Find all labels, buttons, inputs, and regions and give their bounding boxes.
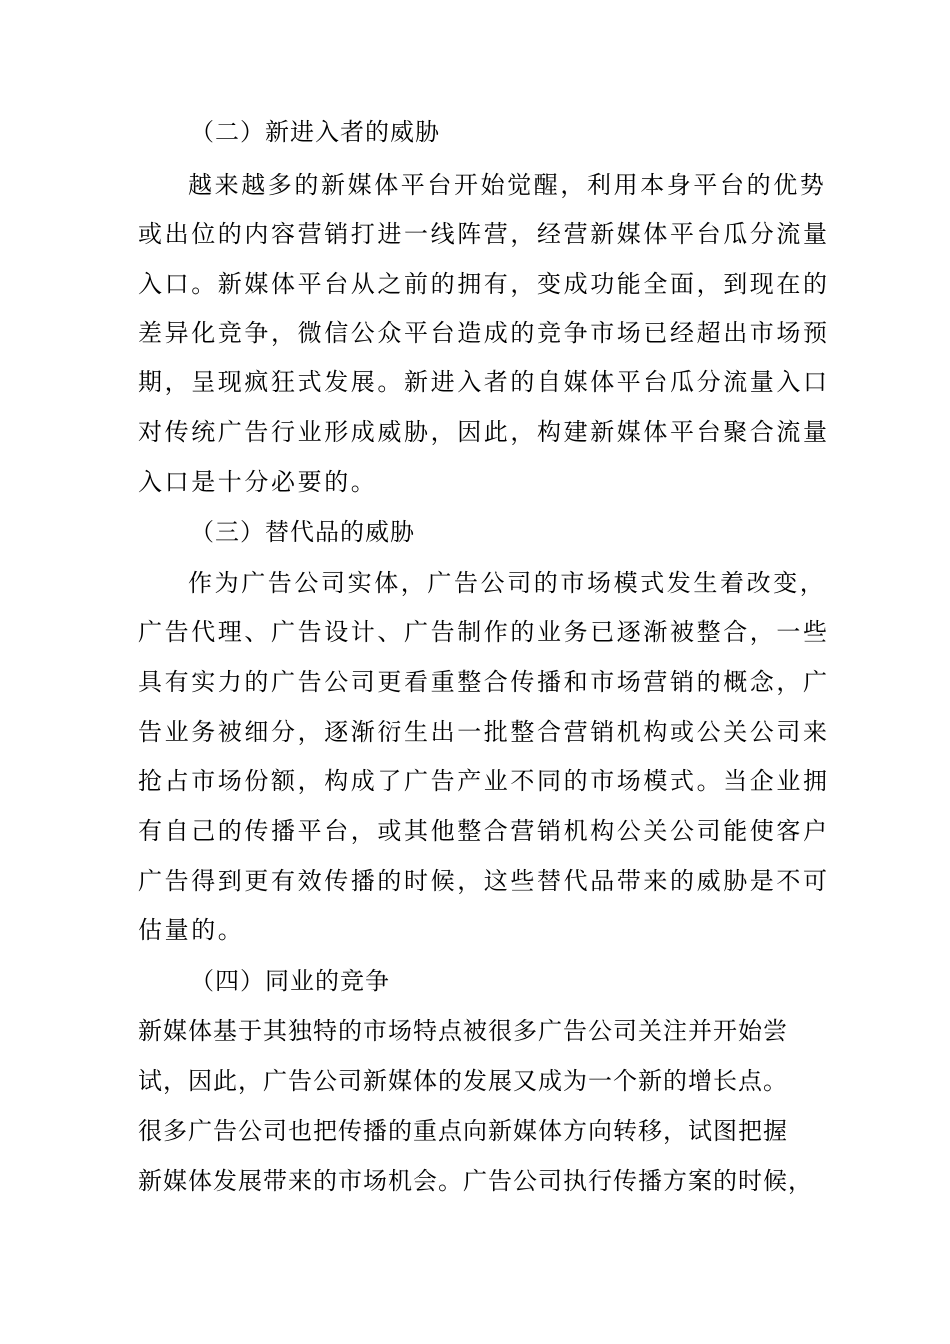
paragraph-line: 广告代理、广告设计、广告制作的业务已逐渐被整合，一些 [138,618,830,646]
paragraph-line: 入口是十分必要的。 [138,468,378,496]
paragraph-line: 越来越多的新媒体平台开始觉醒，利用本身平台的优势 [188,171,827,199]
paragraph-line: 新媒体发展带来的市场机会。广告公司执行传播方案的时候， [138,1167,813,1195]
paragraph-line: 期，呈现疯狂式发展。新进入者的自媒体平台瓜分流量入口 [138,368,830,396]
paragraph-line: 具有实力的广告公司更看重整合传播和市场营销的概念，广 [138,668,830,696]
paragraph-line: 或出位的内容营销打进一线阵营，经营新媒体平台瓜分流量 [138,220,830,248]
paragraph-line: 入口。新媒体平台从之前的拥有，变成功能全面，到现在的 [138,270,830,298]
paragraph-line: 告业务被细分，逐渐衍生出一批整合营销机构或公关公司来 [138,718,830,746]
paragraph-line: 抢占市场份额，构成了广告产业不同的市场模式。当企业拥 [138,767,830,795]
section-heading-substitutes: （三）替代品的威胁 [190,518,415,546]
paragraph-line: 新媒体基于其独特的市场特点被很多广告公司关注并开始尝 [138,1017,788,1045]
paragraph-line: 估量的。 [138,916,245,944]
paragraph-line: 很多广告公司也把传播的重点向新媒体方向转移，试图把握 [138,1117,788,1145]
paragraph-line: 对传统广告行业形成威胁，因此，构建新媒体平台聚合流量 [138,418,830,446]
section-heading-new-entrants: （二）新进入者的威胁 [190,118,440,146]
paragraph-line: 差异化竞争，微信公众平台造成的竞争市场已经超出市场预 [138,319,830,347]
paragraph-line: 广告得到更有效传播的时候，这些替代品带来的威胁是不可 [138,867,830,895]
section-heading-industry-competition: （四）同业的竞争 [190,967,390,995]
paragraph-line: 试，因此，广告公司新媒体的发展又成为一个新的增长点。 [138,1067,788,1095]
paragraph-line: 作为广告公司实体，广告公司的市场模式发生着改变， [188,569,827,597]
paragraph-line: 有自己的传播平台，或其他整合营销机构公关公司能使客户 [138,817,830,845]
